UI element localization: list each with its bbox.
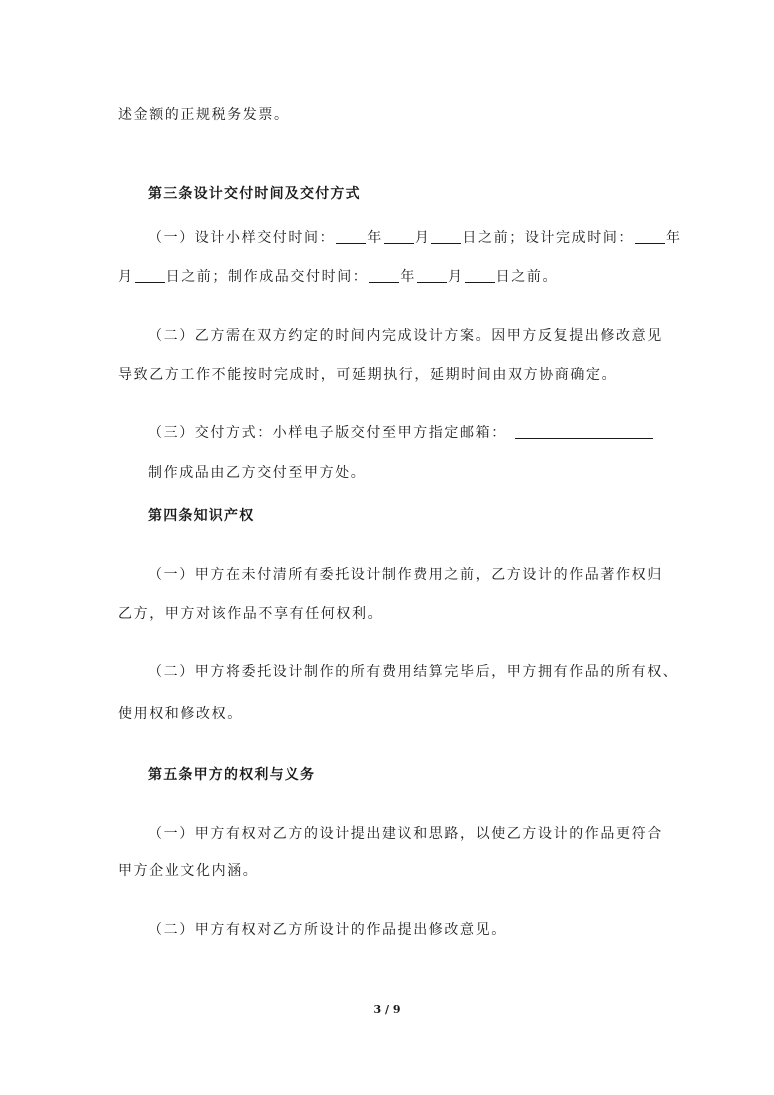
text-span: 日之前；设计完成时间： — [462, 230, 635, 246]
paragraph-line: 使用权和修改权。 — [118, 706, 243, 722]
text-span: 年 — [367, 230, 383, 246]
page-number: 3 / 9 — [373, 1003, 401, 1016]
paragraph-line: （二）乙方需在双方约定的时间内完成设计方案。因甲方反复提出修改意见 — [148, 328, 663, 344]
paragraph-line: 乙方，甲方对该作品不享有任何权利。 — [118, 606, 384, 622]
paragraph-line: （一）甲方在未付清所有委托设计制作费用之前，乙方设计的作品著作权归 — [148, 567, 663, 583]
text-span: （三）交付方式：小样电子版交付至甲方指定邮箱： — [148, 425, 507, 441]
paragraph-line: 导致乙方工作不能按时完成时，可延期执行，延期时间由双方协商确定。 — [118, 367, 618, 383]
text-span: （一）设计小样交付时间： — [148, 230, 336, 246]
paragraph-line: （一）甲方有权对乙方的设计提出建议和思路，以使乙方设计的作品更符合 — [148, 826, 663, 842]
blank-line — [369, 281, 399, 283]
paragraph-line: 述金额的正规税务发票。 — [118, 107, 290, 123]
section-heading-article-4: 第四条知识产权 — [148, 508, 255, 524]
paragraph-line: （二）甲方将委托设计制作的所有费用结算完毕后，甲方拥有作品的所有权、 — [148, 664, 679, 680]
paragraph-line — [118, 267, 558, 287]
email-blank-line — [515, 437, 653, 439]
paragraph-line: （二）甲方有权对乙方所设计的作品提出修改意见。 — [148, 922, 507, 938]
blank-line — [635, 242, 665, 244]
section-heading-article-5: 第五条甲方的权利与义务 — [148, 767, 316, 783]
blank-line — [336, 242, 366, 244]
paragraph-line: 甲方企业文化内涵。 — [118, 863, 259, 879]
text-span: 月 — [414, 230, 431, 246]
paragraph-line: 制作成品由乙方交付至甲方处。 — [148, 465, 367, 481]
text-span: 日之前。 — [495, 269, 559, 285]
blank-line — [384, 242, 414, 244]
blank-line — [135, 281, 165, 283]
blank-line — [417, 281, 447, 283]
text-span: 日之前；制作成品交付时间： — [165, 269, 369, 285]
text-span: 月 — [448, 269, 464, 285]
text-span: 年 — [400, 269, 417, 285]
blank-line — [431, 242, 461, 244]
section-heading-article-3: 第三条设计交付时间及交付方式 — [148, 186, 361, 202]
text-span: 年 — [666, 230, 682, 246]
text-span: 月 — [118, 269, 134, 285]
paragraph-line — [148, 423, 654, 443]
blank-line — [465, 281, 495, 283]
paragraph-line — [148, 228, 682, 248]
